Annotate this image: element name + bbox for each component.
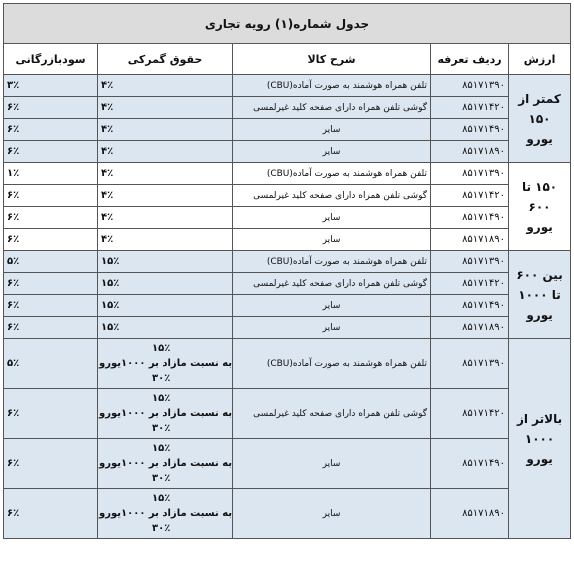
customs-line-3: ۳۰٪ xyxy=(152,373,171,384)
commercial-profit: ۶٪ xyxy=(4,295,98,317)
table-row xyxy=(4,389,571,439)
customs-line-3: ۳۰٪ xyxy=(152,523,171,534)
commercial-profit: ۶٪ xyxy=(4,119,98,141)
tariff-code: ۸۵۱۷۱۴۹۰ xyxy=(431,207,509,229)
item-description: سایر xyxy=(233,141,431,163)
table-row xyxy=(4,251,571,273)
item-description: گوشی تلفن همراه دارای صفحه کلید غیرلمسی xyxy=(233,97,431,119)
customs-line-1: ۱۵٪ xyxy=(152,493,171,504)
customs-line-2: به نسبت مازاد بر ۱۰۰۰یورو xyxy=(99,458,233,469)
commercial-profit: ۶٪ xyxy=(4,389,98,439)
customs-duty: ۴٪ xyxy=(98,163,233,185)
tariff-table-wrapper xyxy=(3,3,570,539)
item-description: سایر xyxy=(233,439,431,489)
table-row xyxy=(4,317,571,339)
tariff-code: ۸۵۱۷۱۳۹۰ xyxy=(431,251,509,273)
table-row xyxy=(4,185,571,207)
commercial-profit: ۶٪ xyxy=(4,207,98,229)
tariff-code: ۸۵۱۷۱۳۹۰ xyxy=(431,339,509,389)
customs-line-2: به نسبت مازاد بر ۱۰۰۰یورو xyxy=(99,358,233,369)
customs-duty: ۱۵٪ xyxy=(98,317,233,339)
value-range-cell: بالاتر از ۱۰۰۰ یورو xyxy=(509,339,571,539)
customs-duty: ۴٪ xyxy=(98,141,233,163)
item-description: سایر xyxy=(233,489,431,539)
customs-duty: ۴٪ xyxy=(98,75,233,97)
tariff-code: ۸۵۱۷۱۳۹۰ xyxy=(431,75,509,97)
commercial-profit: ۶٪ xyxy=(4,185,98,207)
table-row xyxy=(4,295,571,317)
table-row xyxy=(4,119,571,141)
item-description: گوشی تلفن همراه دارای صفحه کلید غیرلمسی xyxy=(233,185,431,207)
header-description: شرح کالا xyxy=(233,44,431,75)
tariff-code: ۸۵۱۷۱۸۹۰ xyxy=(431,489,509,539)
table-row xyxy=(4,273,571,295)
customs-line-1: ۱۵٪ xyxy=(152,443,171,454)
commercial-profit: ۶٪ xyxy=(4,489,98,539)
table-row xyxy=(4,163,571,185)
item-description: گوشی تلفن همراه دارای صفحه کلید غیرلمسی xyxy=(233,389,431,439)
item-description: تلفن همراه هوشمند به صورت آماده(CBU) xyxy=(233,75,431,97)
item-description: سایر xyxy=(233,295,431,317)
tariff-code: ۸۵۱۷۱۴۲۰ xyxy=(431,273,509,295)
commercial-profit: ۵٪ xyxy=(4,339,98,389)
item-description: سایر xyxy=(233,119,431,141)
commercial-profit: ۶٪ xyxy=(4,273,98,295)
tariff-code: ۸۵۱۷۱۴۲۰ xyxy=(431,97,509,119)
table-row xyxy=(4,489,571,539)
tariff-code: ۸۵۱۷۱۸۹۰ xyxy=(431,317,509,339)
table-row xyxy=(4,439,571,489)
item-description: سایر xyxy=(233,229,431,251)
table-row xyxy=(4,207,571,229)
tariff-code: ۸۵۱۷۱۳۹۰ xyxy=(431,163,509,185)
commercial-profit: ۶٪ xyxy=(4,439,98,489)
customs-duty xyxy=(98,489,233,539)
customs-line-3: ۳۰٪ xyxy=(152,423,171,434)
tariff-code: ۸۵۱۷۱۴۹۰ xyxy=(431,119,509,141)
header-tariff: ردیف تعرفه xyxy=(431,44,509,75)
customs-line-2: به نسبت مازاد بر ۱۰۰۰یورو xyxy=(99,408,233,419)
customs-line-2: به نسبت مازاد بر ۱۰۰۰یورو xyxy=(99,508,233,519)
customs-line-1: ۱۵٪ xyxy=(152,393,171,404)
table-row xyxy=(4,229,571,251)
commercial-profit: ۱٪ xyxy=(4,163,98,185)
customs-duty xyxy=(98,439,233,489)
table-row xyxy=(4,75,571,97)
tariff-table xyxy=(3,3,571,539)
tariff-code: ۸۵۱۷۱۸۹۰ xyxy=(431,141,509,163)
item-description: تلفن همراه هوشمند به صورت آماده(CBU) xyxy=(233,251,431,273)
item-description: تلفن همراه هوشمند به صورت آماده(CBU) xyxy=(233,163,431,185)
customs-duty: ۱۵٪ xyxy=(98,251,233,273)
header-value: ارزش xyxy=(509,44,571,75)
item-description: گوشی تلفن همراه دارای صفحه کلید غیرلمسی xyxy=(233,273,431,295)
item-description: سایر xyxy=(233,317,431,339)
tariff-code: ۸۵۱۷۱۴۹۰ xyxy=(431,295,509,317)
customs-duty xyxy=(98,389,233,439)
commercial-profit: ۶٪ xyxy=(4,141,98,163)
customs-duty: ۴٪ xyxy=(98,229,233,251)
tariff-code: ۸۵۱۷۱۴۲۰ xyxy=(431,389,509,439)
table-title: جدول شماره(۱) رویه تجاری xyxy=(4,4,571,44)
item-description: تلفن همراه هوشمند به صورت آماده(CBU) xyxy=(233,339,431,389)
table-row xyxy=(4,339,571,389)
customs-duty: ۱۵٪ xyxy=(98,295,233,317)
customs-duty: ۴٪ xyxy=(98,97,233,119)
tariff-code: ۸۵۱۷۱۸۹۰ xyxy=(431,229,509,251)
customs-line-1: ۱۵٪ xyxy=(152,343,171,354)
item-description: سایر xyxy=(233,207,431,229)
header-customs: حقوق گمرکی xyxy=(98,44,233,75)
tariff-code: ۸۵۱۷۱۴۲۰ xyxy=(431,185,509,207)
commercial-profit: ۳٪ xyxy=(4,75,98,97)
customs-duty: ۴٪ xyxy=(98,185,233,207)
customs-duty: ۱۵٪ xyxy=(98,273,233,295)
value-range-cell: ۱۵۰ تا ۶۰۰ یورو xyxy=(509,163,571,251)
commercial-profit: ۶٪ xyxy=(4,229,98,251)
value-range-cell: کمتر از ۱۵۰ یورو xyxy=(509,75,571,163)
commercial-profit: ۵٪ xyxy=(4,251,98,273)
customs-duty: ۴٪ xyxy=(98,119,233,141)
customs-duty xyxy=(98,339,233,389)
header-profit: سودبازرگانی xyxy=(4,44,98,75)
table-row xyxy=(4,97,571,119)
commercial-profit: ۶٪ xyxy=(4,317,98,339)
value-range-cell: بین ۶۰۰ تا ۱۰۰۰ یورو xyxy=(509,251,571,339)
customs-duty: ۴٪ xyxy=(98,207,233,229)
customs-line-3: ۳۰٪ xyxy=(152,473,171,484)
table-row xyxy=(4,141,571,163)
tariff-code: ۸۵۱۷۱۴۹۰ xyxy=(431,439,509,489)
commercial-profit: ۶٪ xyxy=(4,97,98,119)
